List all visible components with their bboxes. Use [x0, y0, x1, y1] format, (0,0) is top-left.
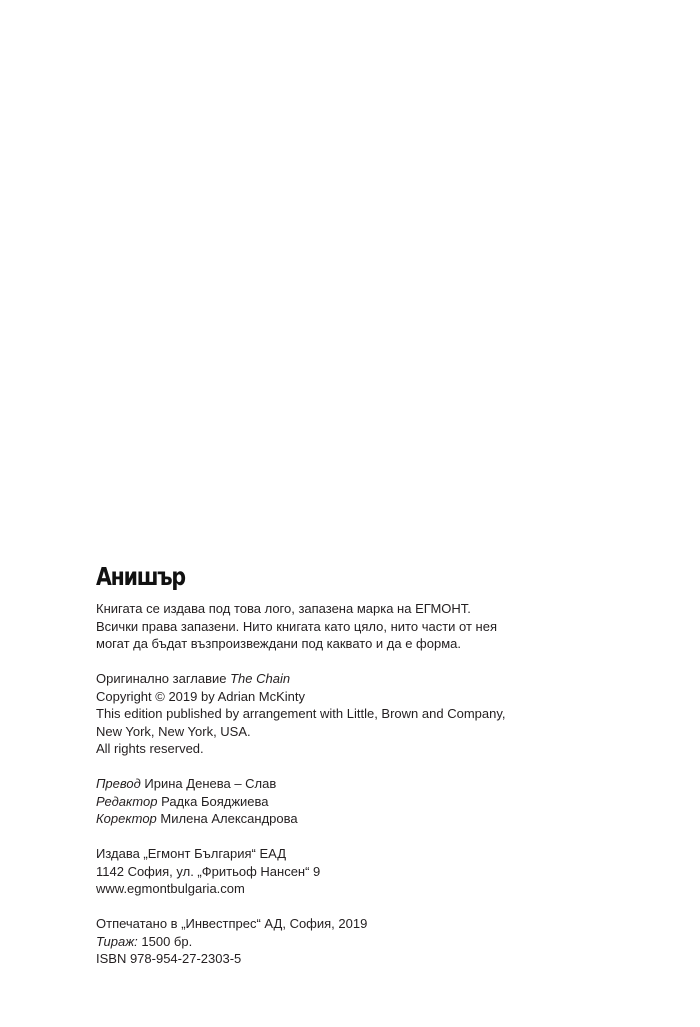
- brand-notice-line: Всички права запазени. Нито книгата като цяло, нито части от нея: [96, 618, 497, 634]
- original-edition-info: [96, 670, 676, 758]
- credit-translator: [96, 775, 676, 793]
- credit-role: Редактор: [96, 793, 158, 809]
- arrangement-line: This edition published by arrangement with Little, Brown and Company,: [96, 706, 506, 721]
- credits: [96, 775, 676, 828]
- original-title: [96, 670, 676, 688]
- brand-notice-line: Книгата се издава под това лого, запазена марка на ЕГМОНТ.: [96, 601, 471, 616]
- isbn: ISBN 978-954-27-2303-5: [96, 951, 242, 966]
- publisher-website: www.egmontbulgaria.com: [96, 881, 245, 896]
- credit-role: Превод: [96, 776, 141, 791]
- credit-name: Милена Александрова: [160, 811, 298, 826]
- print-run-value: 1500 бр.: [141, 933, 193, 949]
- publisher-address: 1142 София, ул. „Фритьоф Нансен“ 9: [96, 863, 321, 879]
- credit-name: Ирина Денева – Слав: [144, 776, 277, 791]
- credit-editor: [96, 793, 676, 811]
- imprint-block: [96, 562, 676, 985]
- printed-by: Отпечатано в „Инвестпрес“ АД, София, 2019: [96, 916, 368, 931]
- original-title-value: The Chain: [230, 671, 291, 686]
- copyright-line: Copyright © 2019 by Adrian McKinty: [96, 688, 306, 704]
- brand-notice: [96, 600, 676, 653]
- credit-name: Радка Бояджиева: [161, 793, 269, 809]
- printing-info: [96, 915, 676, 968]
- publisher-info: [96, 845, 676, 898]
- original-title-label: Оригинално заглавие: [96, 671, 227, 686]
- arrangement-line: New York, New York, USA.: [96, 723, 251, 739]
- publisher-logo: Анишър: [96, 562, 185, 591]
- rights-line: All rights reserved.: [96, 741, 204, 756]
- credit-proofreader: [96, 810, 676, 828]
- publisher-name: Издава „Егмонт България“ ЕАД: [96, 846, 287, 861]
- print-run: [96, 933, 676, 951]
- credit-role: Коректор: [96, 811, 157, 826]
- brand-notice-line: могат да бъдат възпроизвеждани под каквато и да е форма.: [96, 636, 461, 651]
- print-run-label: Тираж:: [96, 933, 138, 949]
